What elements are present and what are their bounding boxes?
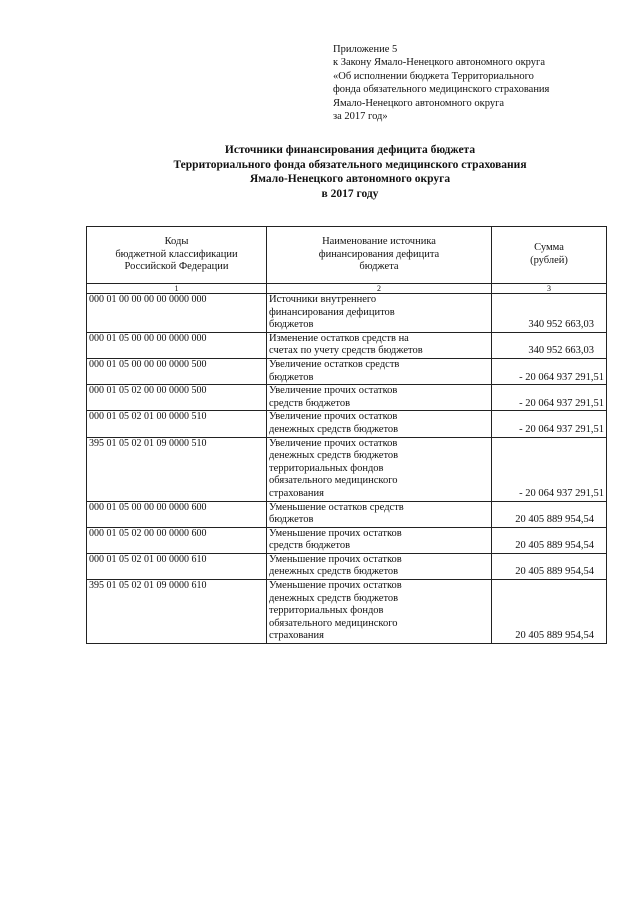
amount: 20 405 889 954,54 (492, 580, 607, 644)
source-name-line: Увеличение остатков средств (269, 358, 400, 370)
source-name-line: денежных средств бюджетов (269, 450, 399, 462)
header-name-line: бюджета (359, 261, 399, 273)
header-code-line: Коды (164, 236, 189, 248)
source-name (267, 553, 492, 579)
budget-code: 000 01 05 00 00 00 0000 000 (87, 332, 267, 358)
source-name (267, 332, 492, 358)
source-name-line: бюджетов (269, 319, 314, 331)
budget-code: 000 01 05 02 00 00 0000 500 (87, 385, 267, 411)
appendix-line: «Об исполнении бюджета Территориального (333, 70, 534, 82)
amount: 20 405 889 954,54 (492, 501, 607, 527)
table-row (87, 294, 607, 333)
source-name-line: Увеличение прочих остатков (269, 385, 398, 397)
column-number-row (87, 284, 607, 294)
column-number: 1 (87, 284, 267, 294)
source-name-line: Изменение остатков средств на (269, 332, 409, 344)
source-name-line: Уменьшение прочих остатков (269, 580, 402, 592)
appendix-line: за 2017 год» (333, 111, 388, 123)
source-name-line: страхования (269, 487, 324, 499)
source-name-line: Увеличение прочих остатков (269, 411, 398, 423)
budget-code: 000 01 05 00 00 00 0000 600 (87, 501, 267, 527)
document-title (60, 143, 640, 201)
header-code-line: Российской Федерации (124, 261, 229, 273)
source-name-line: средств бюджетов (269, 540, 351, 552)
source-name (267, 437, 492, 501)
amount: 340 952 663,03 (492, 294, 607, 333)
table-row (87, 437, 607, 501)
budget-code: 395 01 05 02 01 09 0000 510 (87, 437, 267, 501)
table-row (87, 553, 607, 579)
title-line: в 2017 году (321, 187, 379, 200)
table-row (87, 332, 607, 358)
header-sum (492, 227, 607, 284)
source-name-line: финансирования дефицитов (269, 306, 395, 318)
appendix-line: Ямало-Ненецкого автономного округа (333, 97, 505, 109)
source-name-line: обязательного медицинского (269, 617, 398, 629)
table-row (87, 385, 607, 411)
amount: - 20 064 937 291,51 (492, 358, 607, 384)
source-name-line: территориальных фондов (269, 605, 384, 617)
source-name-line: Уменьшение остатков средств (269, 501, 404, 513)
budget-code: 000 01 05 02 00 00 0000 600 (87, 527, 267, 553)
source-name-line: Источники внутреннего (269, 294, 377, 305)
budget-code: 000 01 00 00 00 00 0000 000 (87, 294, 267, 333)
appendix-line: к Закону Ямало-Ненецкого автономного округа (333, 57, 545, 69)
budget-code: 000 01 05 02 01 00 0000 510 (87, 411, 267, 437)
title-line: Ямало-Ненецкого автономного округа (249, 173, 451, 185)
source-name (267, 527, 492, 553)
column-number: 2 (267, 284, 492, 294)
budget-code: 395 01 05 02 01 09 0000 610 (87, 580, 267, 644)
header-sum-line: (рублей) (530, 255, 568, 266)
amount: - 20 064 937 291,51 (492, 437, 607, 501)
appendix-note (333, 43, 633, 123)
source-name-line: страхования (269, 630, 324, 642)
source-name-line: Уменьшение прочих остатков (269, 553, 402, 565)
source-name-line: Увеличение прочих остатков (269, 437, 398, 449)
table-row (87, 580, 607, 644)
header-name (267, 227, 492, 284)
source-name-line: обязательного медицинского (269, 475, 398, 487)
amount: 340 952 663,03 (492, 332, 607, 358)
source-name-line: территориальных фондов (269, 462, 384, 474)
title-line: Источники финансирования дефицита бюджета (224, 144, 476, 156)
header-name-line: финансирования дефицита (318, 248, 440, 260)
source-name (267, 294, 492, 333)
header-code (87, 227, 267, 284)
source-name-line: бюджетов (269, 514, 314, 526)
appendix-line: Приложение 5 (333, 44, 398, 55)
source-name-line: денежных средств бюджетов (269, 566, 399, 578)
source-name (267, 501, 492, 527)
table-row (87, 501, 607, 527)
source-name-line: счетах по учету средств бюджетов (269, 345, 423, 357)
header-sum-line: Сумма (534, 242, 564, 254)
source-name-line: Уменьшение прочих остатков (269, 527, 402, 539)
header-name-line: Наименование источника (322, 236, 436, 248)
table-header-row (87, 227, 607, 284)
source-name-line: бюджетов (269, 371, 314, 383)
sources-table (86, 226, 607, 644)
table-row (87, 358, 607, 384)
source-name (267, 358, 492, 384)
header-code-line: бюджетной классификации (115, 248, 238, 260)
column-number: 3 (492, 284, 607, 294)
table-row (87, 527, 607, 553)
source-name-line: денежных средств бюджетов (269, 423, 399, 435)
amount: 20 405 889 954,54 (492, 553, 607, 579)
table-row (87, 411, 607, 437)
source-name (267, 411, 492, 437)
source-name (267, 580, 492, 644)
amount: 20 405 889 954,54 (492, 527, 607, 553)
amount: - 20 064 937 291,51 (492, 411, 607, 437)
appendix-line: фонда обязательного медицинского страхования (333, 84, 550, 96)
budget-code: 000 01 05 02 01 00 0000 610 (87, 553, 267, 579)
amount: - 20 064 937 291,51 (492, 385, 607, 411)
title-line: Территориального фонда обязательного медицинского страхования (173, 158, 527, 171)
budget-code: 000 01 05 00 00 00 0000 500 (87, 358, 267, 384)
source-name-line: средств бюджетов (269, 397, 351, 409)
source-name-line: денежных средств бюджетов (269, 592, 399, 604)
source-name (267, 385, 492, 411)
